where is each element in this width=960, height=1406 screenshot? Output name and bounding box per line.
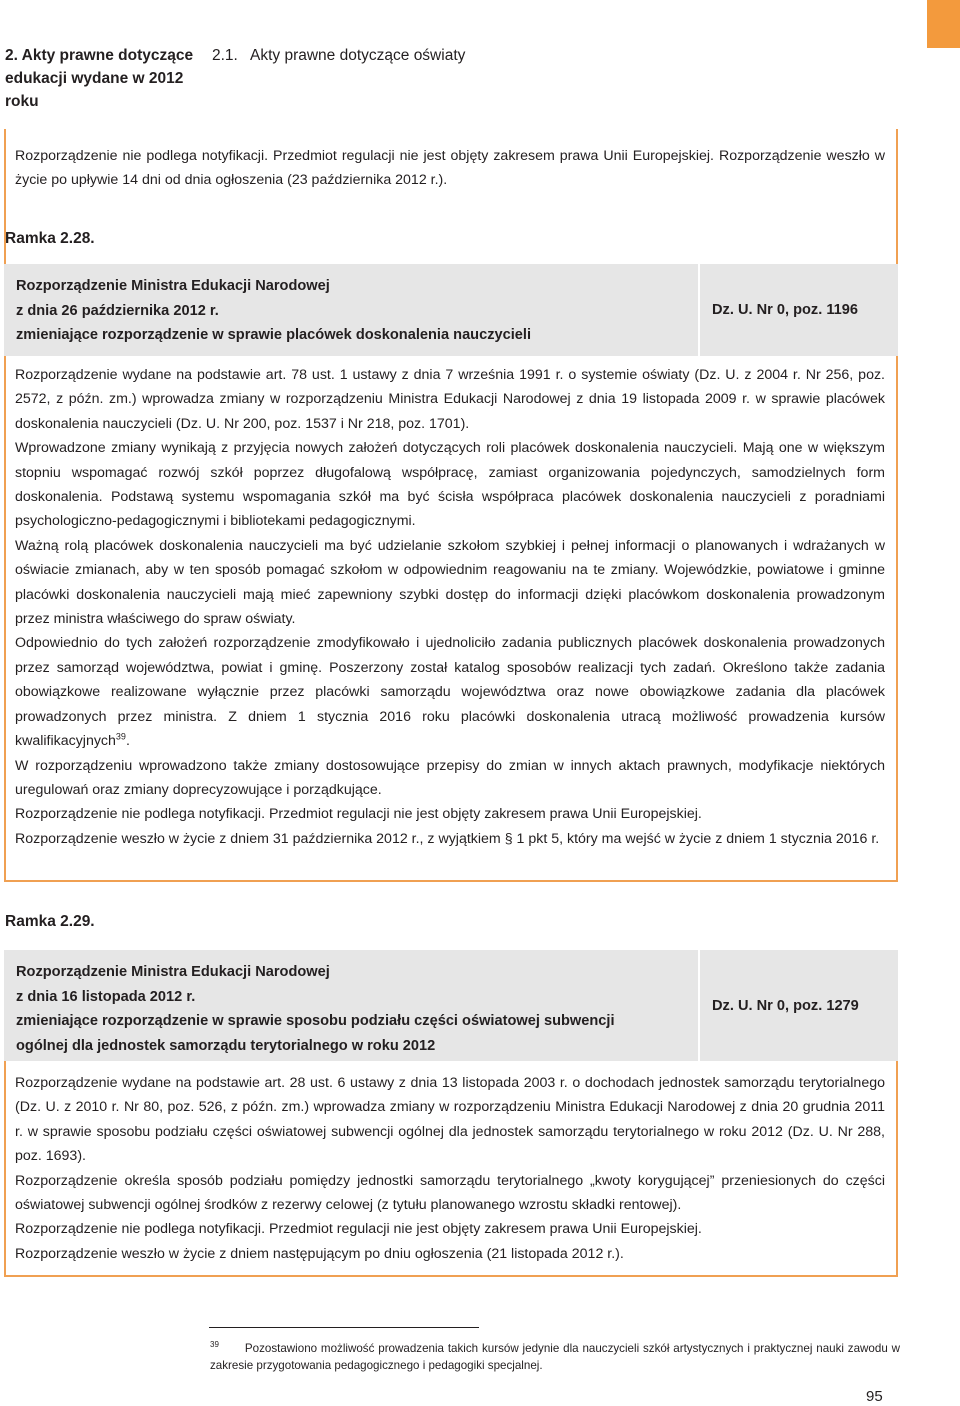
box1-paragraph: Wprowadzone zmiany wynikają z przyjęcia nowych założeń dotyczących roli placówek doskonalenia nauczycieli. Mają one w większym stopniu wspomagać rozwój szkół poprzez długofalową współpracę, zamiast organizowania pojedynczych, samodzielnych form doskonalenia. Podstawą systemu wspomagania szkół ma być ścisła współpraca placówek doskonalenia nauczycieli z poradniami psychologiczno-pedagogicznymi i bibliotekami pedagogicznymi. xyxy=(15,440,885,530)
box1-label: Ramka 2.28. xyxy=(5,230,95,247)
box1-title-line1: Rozporządzenie Ministra Edukacji Narodowej xyxy=(16,278,330,294)
intro-paragraph: Rozporządzenie nie podlega notyfikacji. Przedmiot regulacji nie jest objęty zakresem prawa Unii Europejskiej. Rozporządzenie weszło w życie po upływie 14 dni od dnia ogłoszenia (23 października 2012 r.). xyxy=(15,148,885,189)
box1-body xyxy=(15,363,885,851)
box1-paragraph: W rozporządzeniu wprowadzono także zmiany dostosowujące przepisy do zmian w innych aktach prawnych, modyfikacje niektórych uregulowań oraz zmiany doprecyzowujące i porządkujące. xyxy=(15,757,885,798)
box2-paragraph: Rozporządzenie określa sposób podziału pomiędzy jednostki samorządu terytorialnego „kwoty korygującej” przeniesionych do części oświatowej subwencji ogólnej środków z rezerwy celowej (z tytułu planowanego wzrostu składki rentowej). xyxy=(15,1172,885,1214)
box1-header xyxy=(4,264,898,356)
box2-header xyxy=(4,950,898,1061)
footnote-text: Pozostawiono możliwość prowadzenia takich kursów jedynie dla nauczycieli szkół artystycznych i praktycznej nauki zawodu w zakresie przygotowania pedagogicznego i pedagogiki specjalnej. xyxy=(210,1341,900,1372)
box2-label: Ramka 2.29. xyxy=(5,913,95,930)
box2-body xyxy=(15,1071,885,1266)
subsection-title: Akty prawne dotyczące oświaty xyxy=(250,47,466,64)
box2-paragraph: Rozporządzenie weszło w życie z dniem następującym po dniu ogłoszenia (21 listopada 2012 r.). xyxy=(15,1245,624,1262)
box1-paragraph: Odpowiednio do tych założeń rozporządzenie zmodyfikowało i ujednoliciło zadania publicznych placówek doskonalenia prowadzonych przez samorząd województwa, powiat i gminę. Poszerzony został katalog sposobów realizacji tych zadań. Określono także zadania obowiązkowe realizowane wyłącznie przez placówki samorządu województwa oraz nowe obowiązkowe zadania dla placówek prowadzonych przez ministra. Z dniem 1 stycznia 2016 roku placówki doskonalenia utracą możliwość prowadzenia kursów kwalifikacyjnych xyxy=(15,635,885,750)
footnote-number: 39 xyxy=(210,1340,219,1349)
subsection-heading xyxy=(212,45,465,67)
chapter-tab xyxy=(927,0,960,48)
box1-paragraph: Rozporządzenie weszło w życie z dniem 31 października 2012 r., z wyjątkiem § 1 pkt 5, który ma wejść w życie z dniem 1 stycznia 2016 r. xyxy=(15,830,880,847)
box1-title-line2: z dnia 26 października 2012 r. xyxy=(16,302,219,319)
section-title: 2. Akty prawne dotyczące edukacji wydane w 2012 roku xyxy=(5,47,194,110)
box2-paragraph: Rozporządzenie wydane na podstawie art. 28 ust. 6 ustawy z dnia 13 listopada 2003 r. o dochodach jednostek samorządu terytorialnego (Dz. U. z 2010 r. Nr 80, poz. 526, z późn. zm.) wprowadza zmiany w rozporządzeniu Ministra Edukacji Narodowej z dnia 20 grudnia 2011 r. w sprawie sposobu podziału części oświatowej subwencji ogólnej dla jednostek samorządu terytorialnego w roku 2012 (Dz. U. Nr 288, poz. 1693). xyxy=(15,1075,885,1165)
box1-reference: Dz. U. Nr 0, poz. 1196 xyxy=(712,302,858,318)
footnote xyxy=(210,1336,900,1374)
box1-paragraph: Rozporządzenie wydane na podstawie art. 78 ust. 1 ustawy z dnia 7 września 1991 r. o systemie oświaty (Dz. U. z 2004 r. Nr 256, poz. 2572, z późn. zm.) wprowadza zmiany w rozporządzeniu Ministra Edukacji Narodowej z dnia 19 listopada 2009 r. w sprawie placówek doskonalenia nauczycieli (Dz. U. Nr 200, poz. 1537 i Nr 218, poz. 1701). xyxy=(15,367,885,432)
box2-title xyxy=(4,950,698,1061)
footnote-divider xyxy=(209,1327,479,1328)
box2-reference: Dz. U. Nr 0, poz. 1279 xyxy=(712,997,859,1014)
box2-title-line1: Rozporządzenie Ministra Edukacji Narodowej xyxy=(16,964,330,980)
box2-title-line4: ogólnej dla jednostek samorządu terytorialnego w roku 2012 xyxy=(16,1037,436,1054)
subsection-number: 2.1. xyxy=(212,47,238,64)
box2-title-line2: z dnia 16 listopada 2012 r. xyxy=(16,988,196,1005)
box1-paragraph-with-footnote: Odpowiednio do tych założeń rozporządzenie zmodyfikowało i ujednoliciło zadania publicznych placówek doskonalenia prowadzonych przez samorząd województwa, powiat i gminę. Poszerzony został katalog sposobów realizacji tych zadań. Określono także zadania obowiązkowe realizowane wyłącznie przez placówki samorządu województwa oraz nowe obowiązkowe zadania dla placówek prowadzonych przez ministra. Z dniem 1 stycznia 2016 roku placówki doskonalenia utracą możliwość prowadzenia kursów kwalifikacyjnych$^{39}$. xyxy=(15,635,885,750)
box1-paragraph: Rozporządzenie nie podlega notyfikacji. Przedmiot regulacji nie jest objęty zakresem prawa Unii Europejskiej. xyxy=(15,806,702,823)
box1-title xyxy=(4,264,698,356)
box2-paragraph: Rozporządzenie nie podlega notyfikacji. Przedmiot regulacji nie jest objęty zakresem prawa Unii Europejskiej. xyxy=(15,1221,702,1238)
footnote-reference[interactable]: 39 xyxy=(115,731,126,742)
box1-title-line3: zmieniające rozporządzenie w sprawie placówek doskonalenia nauczycieli xyxy=(16,327,532,343)
box1-paragraph: Ważną rolą placówek doskonalenia nauczycieli ma być udzielanie szkołom szybkiej i pełnej informacji o planowanych i wdrażanych w oświacie zmianach, aby w ten sposób pomagać szkołom w odpowiednim reagowaniu na te zmiany. Wojewódzkie, powiatowe i gminne placówki doskonalenia nauczycieli mają mieć zapewniony szybki dostęp do informacji dzięki placówkom doskonalenia prowadzonym przez ministra właściwego do spraw oświaty. xyxy=(15,537,885,628)
page-number: 95 xyxy=(866,1388,883,1405)
box2-title-line3: zmieniające rozporządzenie w sprawie sposobu podziału części oświatowej subwencji xyxy=(16,1013,615,1029)
